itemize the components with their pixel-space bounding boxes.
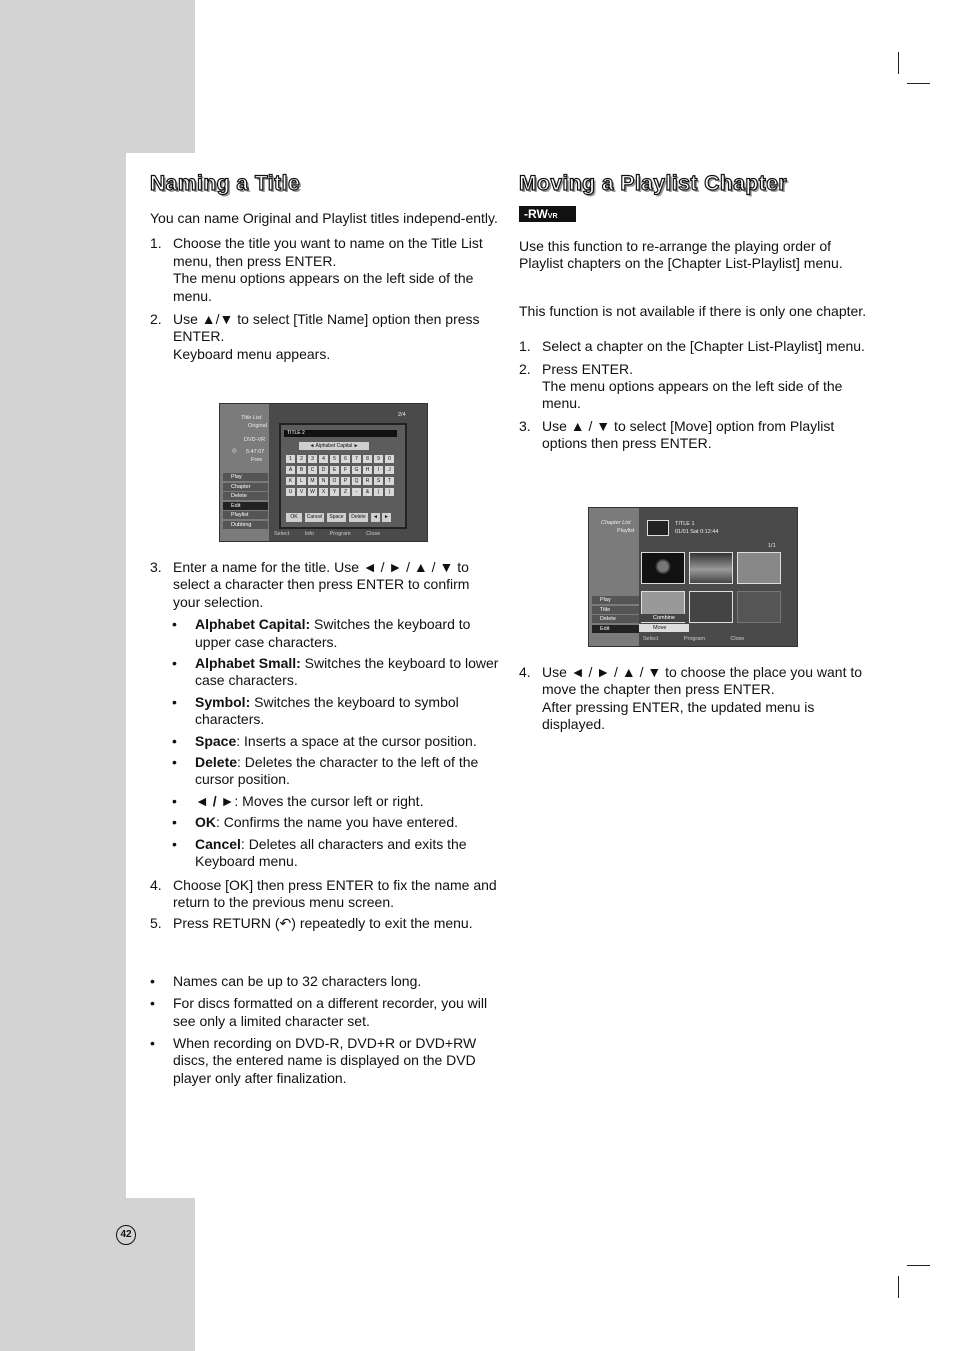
keyboard-key: E [330,466,339,474]
note-item [150,995,500,1030]
screen-footer: Select Info Program Close [274,531,381,537]
keyboard-key: I [374,466,383,474]
option-desc: : Moves the cursor left or right. [234,792,424,809]
badge-vr: VR [547,213,558,220]
bullet: • [172,792,177,809]
note-text: For discs formatted on a different recorder, you will see only a limited character set. [173,995,488,1029]
bullet: • [172,693,177,710]
screen-footer: Select Program Close [643,636,745,642]
badge-rw: -RW [524,207,548,221]
screen-header: Title List [241,415,262,421]
delete-key: Delete [349,513,368,522]
keyboard-key: F [341,466,350,474]
keyboard-key: P [341,477,350,485]
screen-subheader: Playlist [617,528,635,534]
option-item [150,836,500,871]
submenu-item-move: Move [639,624,689,632]
bullet: • [172,835,177,852]
keyboard-key: 8 [363,455,372,463]
title-name-field: TITLE 2 [284,430,397,437]
option-item [150,754,500,789]
keyboard-key: 9 [374,455,383,463]
option-item [150,616,500,651]
option-desc: Switches the keyboard to upper case characters. [195,616,471,650]
step-number: 1. [519,338,531,355]
chapter-thumbnail [689,591,733,623]
note-text: This function is not available if there is only one chapter. [519,302,867,319]
option-name: ◄ / ► [195,792,235,809]
keyboard-key: 7 [352,455,361,463]
keyboard-mode [299,442,369,450]
step-line: Use ◄ / ► / ▲ / ▼ to choose the place you want to move the chapter then press ENTER. [542,664,863,698]
keyboard-key: B [297,466,306,474]
option-name: Delete [195,754,238,771]
step-line: The menu options appears on the left side of the menu. [542,378,843,412]
keyboard-key: 0 [385,455,394,463]
screen-title: TITLE 1 [675,521,695,527]
steps-list [519,338,869,452]
section-title-naming: Naming a Title [150,172,301,195]
bullet: • [172,754,177,771]
bullet: • [172,655,177,672]
screen-menu-item: Edit [223,502,268,510]
screen-menu-item: Chapter [223,483,268,491]
keyboard-key: M [308,477,317,485]
crop-mark [898,1276,899,1298]
right-column-bottom [519,664,869,734]
keyboard-panel [279,423,407,529]
screen-free: Free [251,457,263,463]
keyboard-key: 4 [319,455,328,463]
bullet: • [150,1034,155,1051]
option-item [150,814,500,831]
section-title-moving: Moving a Playlist Chapter [519,172,788,195]
step-4 [519,664,869,734]
bullet: • [150,972,155,989]
ok-key: OK [286,513,302,522]
keyboard-key: S [374,477,383,485]
option-name: Symbol: [195,693,251,710]
keyboard-key: G [352,466,361,474]
mode-right-icon: ► [352,443,359,449]
step-number: 4. [150,876,162,893]
keyboard-key: 3 [308,455,317,463]
step-number: 2. [519,360,531,377]
title-thumbnail [647,520,669,536]
step-number: 5. [150,915,162,932]
note-text: When recording on DVD-R, DVD+R or DVD+RW discs, the entered name is displayed on the DVD player only after finalization. [173,1034,477,1086]
option-name: OK [195,814,216,831]
step-5 [150,915,500,932]
chapter-thumbnail [689,552,733,584]
step-line: After pressing ENTER, the updated menu is displayed. [542,698,815,733]
keyboard-key: A [286,466,295,474]
screen-disc: DVD-VR [244,437,266,443]
step-line: Keyboard menu appears. [173,345,331,362]
step-number: 4. [519,664,531,680]
keyboard-key: N [319,477,328,485]
bullet: • [172,616,177,633]
screen-page: 1/1 [768,543,776,549]
screen-menu-item: Edit [592,625,639,633]
screen-time: 5:47:07 [246,449,265,455]
right-column-top [519,238,869,453]
screen-info: 01/01 Sat 0:12:44 [675,529,719,535]
chapter-thumbnail [737,552,781,584]
keyboard-key: T [385,477,394,485]
option-desc: : Inserts a space at the cursor position. [236,732,477,749]
keyboard-key: - [352,488,361,496]
bullet: • [172,814,177,831]
screen-menu-item: Playlist [223,511,268,519]
step-line: Select a chapter on the [Chapter List-Playlist] menu. [542,338,865,355]
crop-mark [898,52,899,74]
step-number: 1. [150,235,162,252]
step-line: The menu options appears on the left side of the menu. [173,270,474,304]
keyboard-key: J [385,466,394,474]
chapter-thumbnail [641,552,685,584]
option-desc: : Deletes all characters and exits the Keyboard menu. [195,835,467,870]
notes-list [150,973,500,1087]
option-item [150,733,500,750]
keyboard-mode-label: Alphabet Capital [315,443,353,449]
option-name: Space [195,732,237,749]
screen-menu-item: Delete [592,615,639,623]
keyboard-key: O [330,477,339,485]
step-3 [519,418,869,453]
keyboard-key: R [363,477,372,485]
screen-menu-item: Title [592,606,639,614]
screen-menu-item: Delete [223,492,268,500]
keyboard-key: ) [385,488,394,496]
keyboard-key: U [286,488,295,496]
submenu-item-combine: Combine [639,614,689,622]
step-line: Use ▲ / ▼ to select [Move] option from Playlist options then press ENTER. [542,417,835,452]
option-item [150,694,500,729]
step-2 [519,361,869,413]
keyboard-key: Q [352,477,361,485]
step-2 [150,311,500,363]
rw-vr-badge [519,206,576,222]
crop-mark [907,1265,930,1266]
keyboard-key: W [308,488,317,496]
chapter-list-screenshot [588,507,798,647]
keyboard-key: H [363,466,372,474]
screen-header: Chapter List [601,520,631,526]
keyboard-key: K [286,477,295,485]
keyboard-key: Z [341,488,350,496]
option-name: Alphabet Capital: [195,616,311,633]
step-text: Enter a name for the title. Use ◄ / ► / ▲ / ▼ to select a character then press ENTER to confirm your selection. [173,559,470,610]
option-desc: Switches the keyboard to symbol characters. [195,693,459,728]
cursor-left-key: ◄ [371,513,380,522]
keyboard-key: L [297,477,306,485]
note-text: Names can be up to 32 characters long. [173,972,422,989]
cursor-right-key: ► [382,513,391,522]
keyboard-key: C [308,466,317,474]
screen-menu-item: Dubbing [223,521,268,529]
keyboard-key: ( [374,488,383,496]
keyboard-key: D [319,466,328,474]
screen-subheader: Original [248,423,267,429]
note-item [150,973,500,990]
step-3 [150,559,500,611]
keyboard-key: Y [330,488,339,496]
intro-text: Use this function to re-arrange the playing order of Playlist chapters on the [Chapter List-Playlist] menu. [519,238,843,272]
step-1 [519,338,869,355]
step-line: Choose the title you want to name on the Title List menu, then press ENTER. [173,235,483,269]
keyboard-key: 1 [286,455,295,463]
space-key: Space [327,513,346,522]
title-list-keyboard-screenshot [219,403,428,542]
step-line: Press ENTER. [542,360,634,377]
option-desc: : Deletes the character to the left of the cursor position. [195,754,479,788]
keyboard-options-list [150,616,500,870]
step-text: Choose [OK] then press ENTER to fix the name and return to the previous menu screen. [173,876,497,910]
step-1 [150,235,500,305]
bullet: • [150,995,155,1012]
page-number: 42 [116,1225,136,1245]
disc-icon: ◎ [232,448,237,454]
screen-menu-item: Play [223,473,268,481]
cancel-key: Cancel [306,514,323,520]
keyboard-key: 6 [341,455,350,463]
mode-left-icon: ◄ [309,443,316,449]
option-name: Alphabet Small: [195,655,301,672]
screen-page: 2/4 [398,412,406,418]
step-text: Press RETURN (↶) repeatedly to exit the menu. [173,915,473,932]
bullet: • [172,732,177,749]
keyboard-key: 2 [297,455,306,463]
option-item [150,655,500,690]
step-line: Use ▲/▼ to select [Title Name] option then press ENTER. [173,311,480,345]
keyboard-key: 5 [330,455,339,463]
screen-menu-item: Play [592,596,639,604]
note-item [150,1035,500,1087]
keyboard-key: X [319,488,328,496]
empty-slot [737,591,781,623]
left-column-top [150,210,500,363]
keyboard-key: V [297,488,306,496]
step-number: 2. [150,311,162,328]
intro-text: You can name Original and Playlist titles independ-ently. [150,210,498,226]
step-4 [150,877,500,912]
option-name: Cancel [195,835,241,852]
keyboard-key: & [363,488,372,496]
left-column-bottom [150,559,500,1087]
option-item [150,793,500,810]
option-desc: : Confirms the name you have entered. [216,814,459,831]
keyboard-keys [286,455,394,496]
step-number: 3. [150,559,162,575]
step-number: 3. [519,417,531,434]
option-desc: Switches the keyboard to lower case characters. [195,655,499,689]
crop-mark [907,83,930,84]
